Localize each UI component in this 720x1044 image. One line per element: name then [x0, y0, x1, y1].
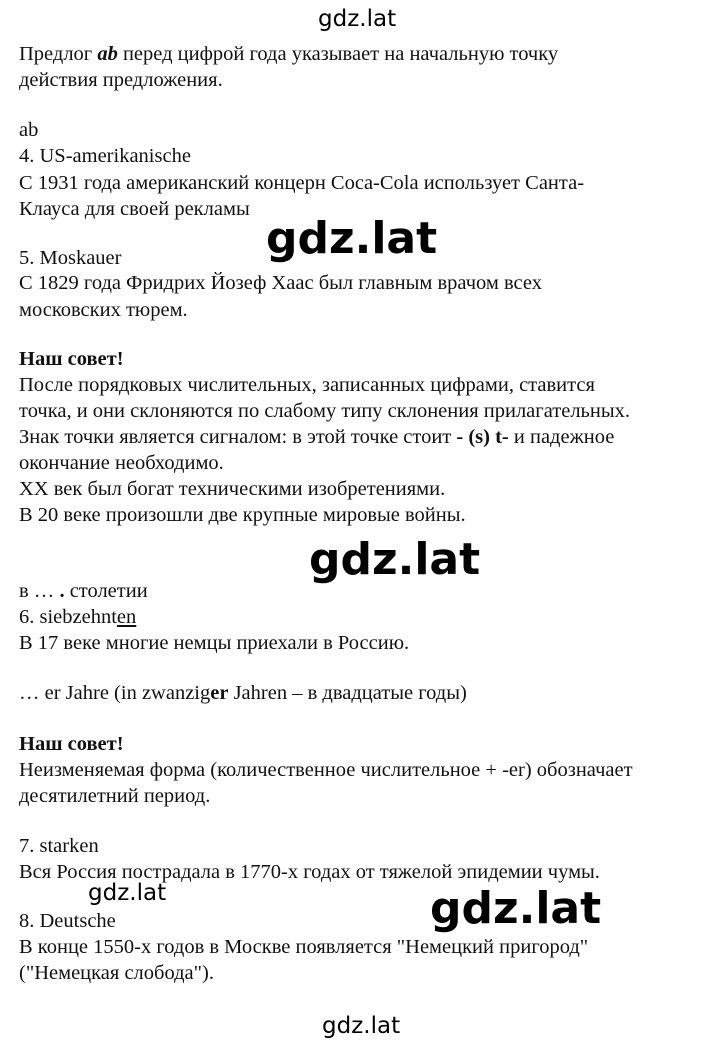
- text-line: В 20 веке произошли две крупные мировые войны.: [19, 504, 466, 526]
- text-line: 8. Deutsche: [19, 910, 116, 932]
- text-line: С 1829 года Фридрих Йозеф Хаас был главным врачом всех: [19, 272, 542, 294]
- text-line: ab: [19, 119, 39, 141]
- text-line: Клауса для своей рекламы: [19, 198, 250, 220]
- text-line: 4. US-amerikanische: [19, 145, 191, 167]
- text-line: 7. starken: [19, 835, 99, 857]
- text-line: 5. Moskauer: [19, 247, 122, 269]
- text-line: Знак точки является сигналом: в этой точке стоит - (s) t- и падежное: [19, 426, 615, 448]
- text-line: действия предложения.: [19, 69, 223, 91]
- text-line: Неизменяемая форма (количественное числительное + -er) обозначает: [19, 759, 633, 781]
- section-heading: Наш совет!: [19, 348, 124, 370]
- text-line: десятилетний период.: [19, 785, 211, 807]
- text-line: ("Немецкая слобода").: [19, 962, 214, 984]
- section-heading: Наш совет!: [19, 733, 124, 755]
- text-line: … er Jahre (in zwanziger Jahren – в двадцатые годы): [19, 682, 467, 704]
- text-line: точка, и они склоняются по слабому типу склонения прилагательных.: [19, 400, 631, 422]
- text-line: Предлог ab перед цифрой года указывает на начальную точку: [19, 43, 559, 65]
- text-line: Вся Россия пострадала в 1770-х годах от тяжелой эпидемии чумы.: [19, 861, 600, 883]
- text-line: XX век был богат техническими изобретениями.: [19, 478, 446, 500]
- text-line: в … . столетии: [19, 580, 148, 602]
- text-line: После порядковых числительных, записанных цифрами, ставится: [19, 374, 595, 396]
- text-line: 6. siebzehnten: [19, 606, 137, 628]
- text-line: С 1931 года американский концерн Coca-Cola использует Санта-: [19, 172, 585, 194]
- watermark-top: gdz.lat: [318, 6, 397, 32]
- watermark-mid2: gdz.lat: [309, 534, 481, 585]
- text-line: московских тюрем.: [19, 299, 188, 321]
- text-line: В 17 веке многие немцы приехали в Россию.: [19, 632, 410, 654]
- watermark-left-small: gdz.lat: [88, 880, 167, 906]
- watermark-mid1: gdz.lat: [266, 213, 438, 264]
- text-line: окончание необходимо.: [19, 452, 224, 474]
- text-line: В конце 1550-х годов в Москве появляется "Немецкий пригород": [19, 936, 589, 958]
- watermark-bottom: gdz.lat: [322, 1013, 401, 1039]
- watermark-bottom-big: gdz.lat: [430, 883, 602, 934]
